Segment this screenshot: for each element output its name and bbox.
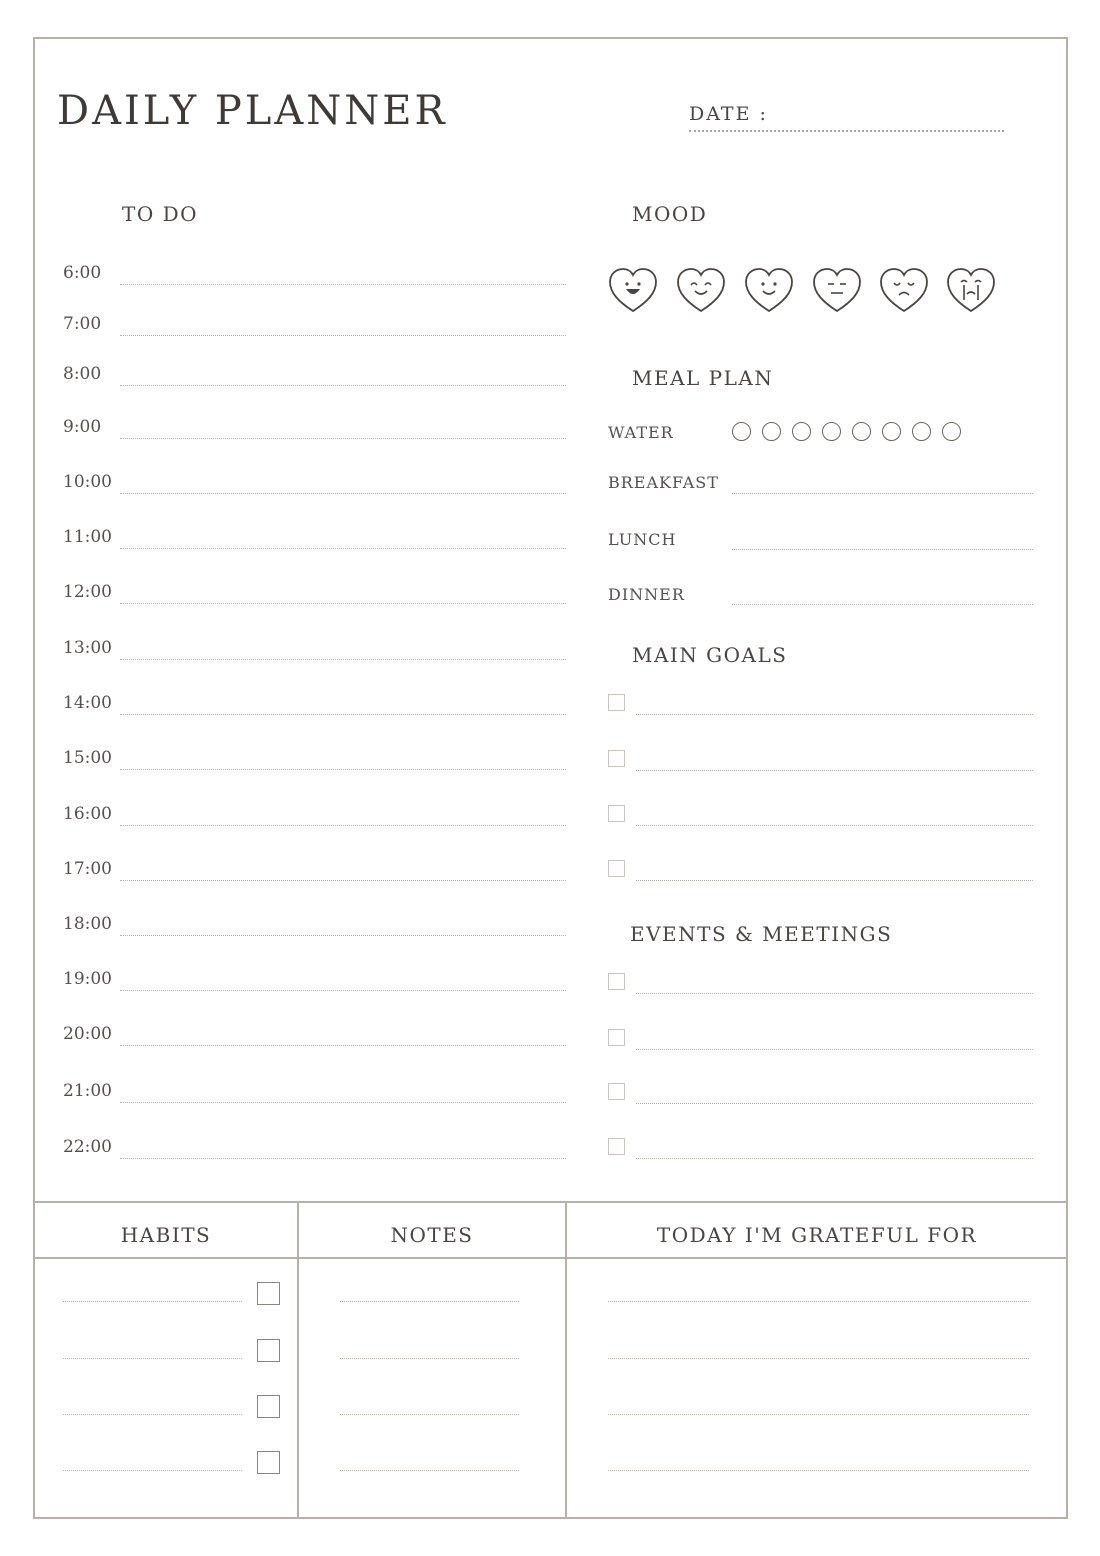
goal-field[interactable] [636, 825, 1033, 826]
time-slot-field[interactable] [120, 714, 566, 715]
main-goals-heading: MAIN GOALS [632, 643, 788, 667]
time-slot-label: 8:00 [63, 364, 102, 384]
water-glass-circle[interactable] [822, 422, 841, 441]
goal-field[interactable] [636, 770, 1033, 771]
water-glass-circle[interactable] [762, 422, 781, 441]
time-slot-field[interactable] [120, 1158, 566, 1159]
habit-field[interactable] [63, 1301, 242, 1302]
event-field[interactable] [636, 993, 1033, 994]
time-slot-field[interactable] [120, 990, 566, 991]
column-divider [297, 1201, 299, 1519]
date-field[interactable] [689, 130, 1004, 132]
grateful-heading: TODAY I'M GRATEFUL FOR [656, 1223, 978, 1247]
water-label: WATER [608, 423, 674, 442]
time-slot-field[interactable] [120, 438, 566, 439]
dinner-field[interactable] [732, 604, 1033, 605]
crying-heart-icon[interactable] [945, 266, 997, 316]
event-field[interactable] [636, 1103, 1033, 1104]
planner-frame [33, 37, 1068, 1519]
breakfast-field[interactable] [732, 493, 1033, 494]
laughing-heart-icon[interactable] [607, 266, 659, 316]
note-field[interactable] [340, 1470, 519, 1471]
time-slot-label: 22:00 [63, 1137, 112, 1157]
time-slot-field[interactable] [120, 1102, 566, 1103]
page-title: DAILY PLANNER [57, 88, 448, 134]
note-field[interactable] [340, 1301, 519, 1302]
time-slot-field[interactable] [120, 880, 566, 881]
time-slot-label: 14:00 [63, 693, 112, 713]
time-slot-label: 6:00 [63, 263, 102, 283]
goal-checkbox[interactable] [608, 805, 625, 822]
time-slot-field[interactable] [120, 935, 566, 936]
habit-field[interactable] [63, 1470, 242, 1471]
goal-field[interactable] [636, 714, 1033, 715]
smile-heart-icon[interactable] [743, 266, 795, 316]
time-slot-field[interactable] [120, 335, 566, 336]
grateful-field[interactable] [608, 1414, 1029, 1415]
events-heading: EVENTS & MEETINGS [630, 922, 893, 946]
event-field[interactable] [636, 1049, 1033, 1050]
habit-checkbox[interactable] [257, 1282, 280, 1305]
time-slot-label: 11:00 [63, 527, 112, 547]
time-slot-field[interactable] [120, 769, 566, 770]
event-checkbox[interactable] [608, 1083, 625, 1100]
dinner-label: DINNER [608, 585, 685, 604]
goal-checkbox[interactable] [608, 860, 625, 877]
table-header-divider [33, 1257, 1068, 1259]
time-slot-field[interactable] [120, 659, 566, 660]
water-glass-circle[interactable] [882, 422, 901, 441]
sad-heart-icon[interactable] [878, 266, 930, 316]
time-slot-field[interactable] [120, 603, 566, 604]
grateful-field[interactable] [608, 1358, 1029, 1359]
column-divider [565, 1201, 567, 1519]
time-slot-label: 18:00 [63, 914, 112, 934]
meal-plan-heading: MEAL PLAN [632, 366, 774, 390]
time-slot-label: 19:00 [63, 969, 112, 989]
water-glass-circle[interactable] [852, 422, 871, 441]
habit-checkbox[interactable] [257, 1395, 280, 1418]
time-slot-label: 20:00 [63, 1024, 112, 1044]
goal-checkbox[interactable] [608, 694, 625, 711]
habit-field[interactable] [63, 1414, 242, 1415]
habit-checkbox[interactable] [257, 1451, 280, 1474]
lunch-label: LUNCH [608, 530, 677, 549]
time-slot-field[interactable] [120, 385, 566, 386]
time-slot-field[interactable] [120, 493, 566, 494]
notes-heading: NOTES [390, 1223, 474, 1247]
time-slot-label: 13:00 [63, 638, 112, 658]
event-checkbox[interactable] [608, 1029, 625, 1046]
event-checkbox[interactable] [608, 973, 625, 990]
date-label: DATE : [689, 103, 768, 125]
time-slot-label: 9:00 [63, 417, 102, 437]
breakfast-label: BREAKFAST [608, 473, 719, 492]
time-slot-field[interactable] [120, 284, 566, 285]
note-field[interactable] [340, 1414, 519, 1415]
table-top-divider [33, 1201, 1068, 1203]
mood-heading: MOOD [632, 202, 708, 226]
water-glass-circle[interactable] [912, 422, 931, 441]
water-glass-circle[interactable] [732, 422, 751, 441]
event-checkbox[interactable] [608, 1138, 625, 1155]
time-slot-field[interactable] [120, 548, 566, 549]
time-slot-field[interactable] [120, 1045, 566, 1046]
note-field[interactable] [340, 1358, 519, 1359]
grateful-field[interactable] [608, 1470, 1029, 1471]
habit-checkbox[interactable] [257, 1339, 280, 1362]
happy-heart-icon[interactable] [675, 266, 727, 316]
neutral-heart-icon[interactable] [811, 266, 863, 316]
habit-field[interactable] [63, 1358, 242, 1359]
time-slot-label: 12:00 [63, 582, 112, 602]
habits-heading: HABITS [120, 1223, 212, 1247]
time-slot-label: 10:00 [63, 472, 112, 492]
time-slot-label: 21:00 [63, 1081, 112, 1101]
goal-field[interactable] [636, 880, 1033, 881]
water-glass-circle[interactable] [792, 422, 811, 441]
time-slot-label: 16:00 [63, 804, 112, 824]
grateful-field[interactable] [608, 1301, 1029, 1302]
goal-checkbox[interactable] [608, 750, 625, 767]
time-slot-label: 7:00 [63, 314, 102, 334]
time-slot-label: 17:00 [63, 859, 112, 879]
time-slot-label: 15:00 [63, 748, 112, 768]
event-field[interactable] [636, 1158, 1033, 1159]
water-glass-circle[interactable] [942, 422, 961, 441]
lunch-field[interactable] [732, 549, 1033, 550]
todo-heading: TO DO [122, 202, 199, 226]
time-slot-field[interactable] [120, 825, 566, 826]
